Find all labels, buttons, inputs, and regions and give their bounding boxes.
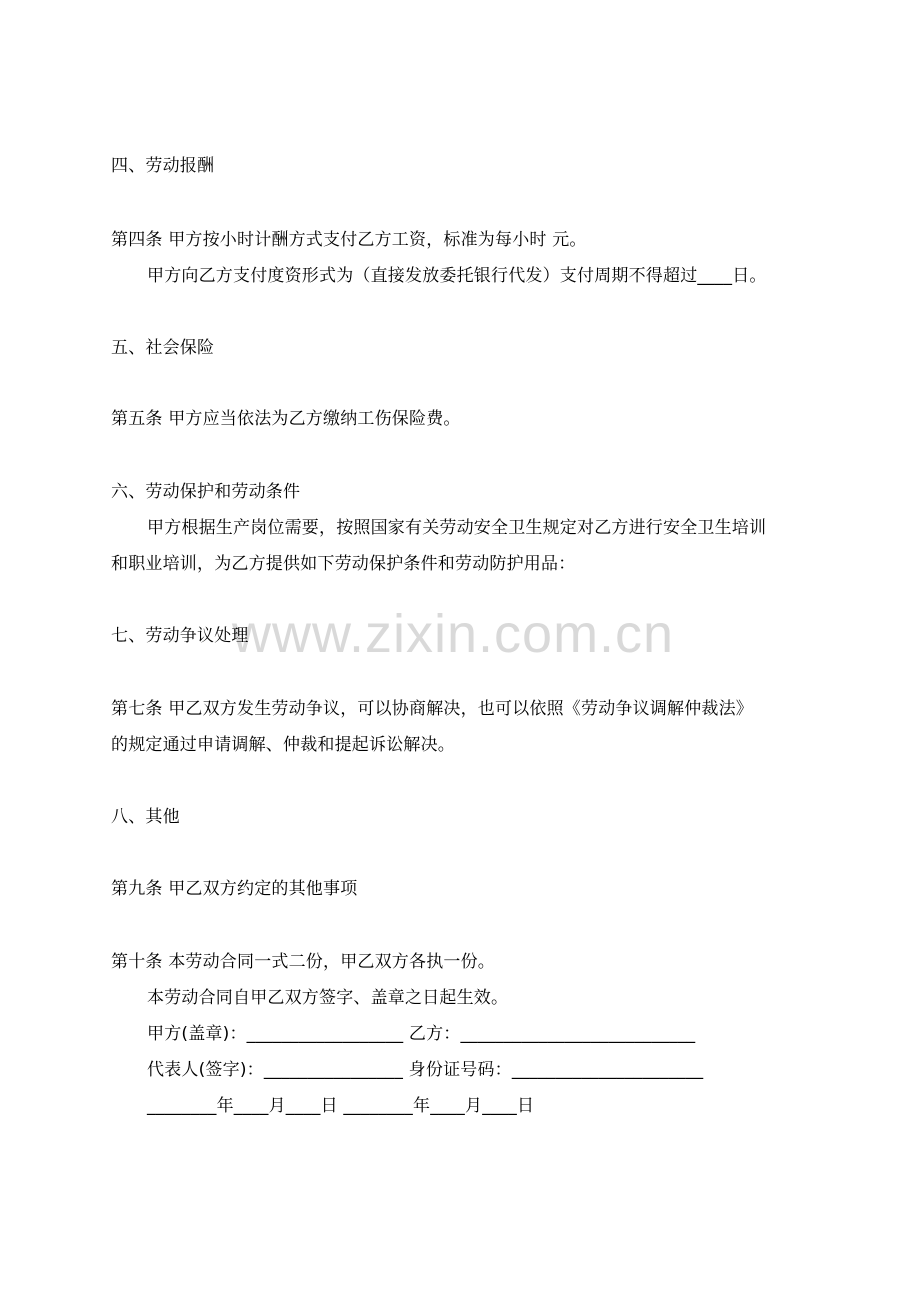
section-heading-other: 八、其他 — [111, 807, 180, 827]
signature-party-line: 甲方(盖章)：__________________ 乙方：___________________________ — [147, 1024, 696, 1044]
article-10-line-1: 第十条 本劳动合同一式二份，甲乙双方各执一份。 — [111, 952, 496, 972]
section-6-paragraph-line-2: 和职业培训，为乙方提供如下劳动保护条件和劳动防护用品： — [111, 554, 576, 574]
article-5-line-1: 第五条 甲方应当依法为乙方缴纳工伤保险费。 — [111, 409, 461, 429]
article-9-line-1: 第九条 甲乙双方约定的其他事项 — [111, 879, 358, 899]
section-heading-remuneration: 四、劳动报酬 — [111, 156, 215, 176]
section-heading-labor-protection: 六、劳动保护和劳动条件 — [111, 482, 301, 502]
section-6-paragraph-line-1: 甲方根据生产岗位需要，按照国家有关劳动安全卫生规定对乙方进行安全卫生培训 — [147, 518, 767, 538]
signature-date-line: ________年____月____日 ________年____月____日 — [147, 1096, 535, 1116]
article-4-line-1: 第四条 甲方按小时计酬方式支付乙方工资，标准为每小时 元。 — [111, 230, 587, 250]
effective-clause: 本劳动合同自甲乙双方签字、盖章之日起生效。 — [147, 988, 509, 1008]
article-7-line-2: 的规定通过申请调解、仲裁和提起诉讼解决。 — [111, 735, 455, 755]
article-7-line-1: 第七条 甲乙双方发生劳动争议，可以协商解决，也可以依照《劳动争议调解仲裁法》 — [111, 699, 754, 719]
section-heading-social-insurance: 五、社会保险 — [111, 338, 215, 358]
watermark-text: www.zixin.com.cn — [232, 604, 675, 664]
section-heading-dispute: 七、劳动争议处理 — [111, 626, 249, 646]
article-4-line-2: 甲方向乙方支付度资形式为（直接发放委托银行代发）支付周期不得超过____日。 — [147, 266, 767, 286]
signature-representative-line: 代表人(签字)：________________ 身份证号码：______________________ — [147, 1060, 704, 1080]
